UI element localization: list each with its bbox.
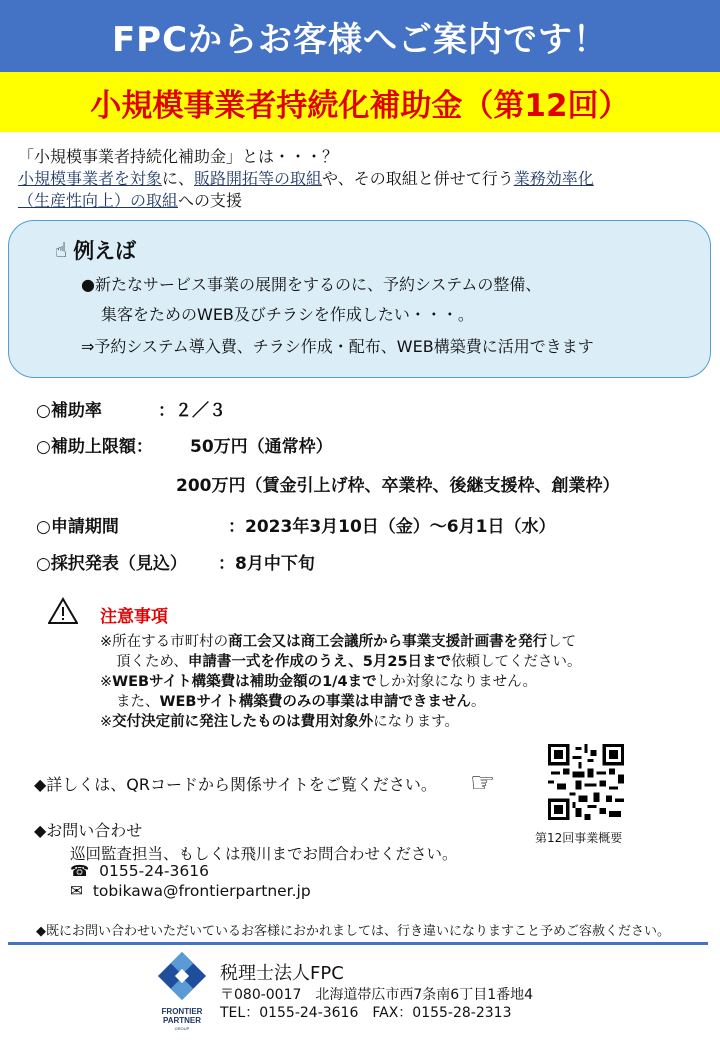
intro-text: への支援: [178, 191, 243, 210]
note-line: [100, 672, 700, 692]
intro-efficiency: 業務効率化: [513, 169, 594, 188]
intro-sales: 販路開拓等の取組: [194, 169, 323, 188]
example-heading: [55, 235, 136, 265]
example-bullet-line2: 集客をためのWEB及びチラシを作成したい・・・。: [101, 305, 474, 324]
announce-label: ○採択発表（見込）: [36, 554, 187, 574]
page-title: FPCからお客様へご案内です！: [0, 0, 720, 72]
limit-label: ○補助上限額：: [36, 437, 153, 457]
period-label: ○申請期間: [36, 517, 119, 537]
contact-email[interactable]: tobikawa@frontierpartner.jp: [92, 882, 311, 900]
intro-text: や、その取組と併せて行う: [322, 169, 514, 188]
intro-section: [18, 146, 708, 212]
pointing-right-icon: ☞: [470, 766, 496, 799]
limit-value: 50万円（通常枠）: [190, 437, 333, 457]
pointing-hand-icon: ☝: [55, 238, 68, 262]
note-text: してください。: [480, 654, 582, 670]
contact-line: 巡回監査担当、もしくは飛川までお問合わせください。: [70, 845, 458, 863]
note-text: 依頼: [451, 654, 481, 670]
limit-value-2: 200万円（賃金引上げ枠、卒業枠、後継支援枠、創業枠）: [176, 476, 620, 496]
contact-heading: ◆お問い合わせ: [34, 821, 143, 840]
note-text: 。: [470, 694, 486, 710]
note-text: ※: [100, 714, 113, 730]
caution-notes: [100, 632, 700, 732]
firm-address: 〒080-0017 北海道帯広市西7条南6丁目1番地4: [220, 987, 534, 1003]
contact-email-row: [70, 882, 311, 900]
caution-title: 注意事項: [100, 607, 168, 627]
note-text: ※所在する市町村の: [100, 634, 229, 650]
note-text: になります。: [373, 714, 459, 730]
qr-code[interactable]: [548, 744, 624, 820]
note-text: しか対象になりません。: [376, 674, 537, 690]
rate-label: ○補助率: [36, 401, 102, 421]
logo-text-frontier: FRONTIER: [161, 1007, 203, 1016]
example-title: 例えば: [73, 239, 137, 263]
intro-target: 小規模事業者を対象: [18, 169, 163, 188]
note-line: [100, 652, 700, 672]
note-line: [100, 712, 700, 732]
footer-divider: [8, 942, 708, 945]
logo-text-group: GROUP: [174, 1026, 190, 1031]
page-subtitle: 小規模事業者持続化補助金（第12回）: [0, 72, 720, 132]
note-emphasis: 申請書一式を作成のうえ、5月25日まで: [187, 654, 452, 670]
phone-icon: ☎: [70, 862, 90, 880]
firm-tel-fax: TEL：0155-24-3616 FAX：0155-28-2313: [220, 1005, 512, 1021]
qr-instruction: ◆詳しくは、QRコードから関係サイトをご覧ください。: [34, 775, 437, 794]
example-box: [8, 220, 711, 378]
example-bullet-line1: ●新たなサービス事業の展開をするのに、予約システムの整備、: [81, 275, 542, 294]
footer-note: ◆既にお問い合わせいただいているお客様におかれましては、行き違いになりますこと予めご容赦ください。: [36, 924, 670, 939]
warning-icon: [48, 597, 78, 625]
rate-value: ：２／３: [158, 401, 226, 421]
note-line: [100, 692, 700, 712]
intro-question: 「小規模事業者持続化補助金」とは・・・？: [18, 147, 339, 166]
firm-name: 税理士法人FPC: [220, 963, 344, 984]
note-emphasis: WEBサイト構築費は補助金額の1/4まで: [112, 674, 377, 690]
note-emphasis: WEBサイト構築費のみの事業は申請できません: [159, 694, 471, 710]
note-emphasis: 交付決定前に発注したものは費用対象外: [112, 714, 374, 730]
intro-productivity: （生産性向上）の取組: [18, 191, 179, 210]
period-value: ：2023年3月10日（金）～6月1日（水）: [228, 517, 556, 537]
announce-value: ：8月中下旬: [218, 554, 315, 574]
note-text: 頂くため、: [116, 654, 188, 670]
note-text: ※: [100, 674, 113, 690]
note-text: して: [547, 634, 577, 650]
example-result: ⇒予約システム導入費、チラシ作成・配布、WEB構築費に活用できます: [81, 337, 594, 356]
contact-phone-row: [70, 862, 209, 880]
company-logo: [154, 952, 210, 1032]
note-line: [100, 632, 700, 652]
qr-caption: 第12回事業概要: [535, 831, 623, 845]
note-emphasis: 商工会又は商工会議所から事業支援計画書を発行: [228, 634, 548, 650]
intro-description: [18, 168, 708, 212]
envelope-icon: ✉: [70, 882, 83, 900]
contact-phone[interactable]: 0155-24-3616: [99, 862, 209, 880]
intro-text: に、: [162, 169, 195, 188]
note-text: また、: [116, 694, 160, 710]
logo-text-partner: PARTNER: [162, 1016, 202, 1025]
